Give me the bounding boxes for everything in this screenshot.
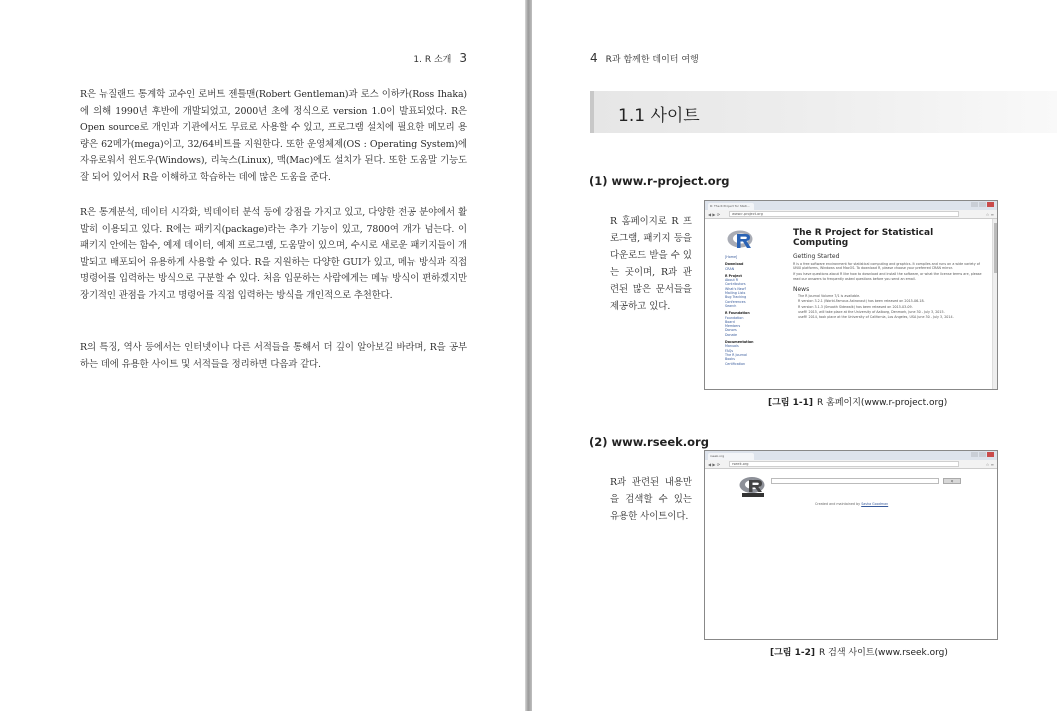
- browser-toolbar: [705, 210, 997, 219]
- page-number: 4: [590, 51, 598, 65]
- left-page: [0, 0, 525, 711]
- sidebar-item: Donate: [725, 332, 737, 337]
- toolbar-icons: ☆ ≡: [985, 462, 994, 467]
- sidebar-group-r-foundation: R Foundation: [725, 311, 750, 316]
- section-title: 1.1 사이트: [618, 106, 700, 126]
- paragraph-3: R의 특징, 역사 등에서는 인터넷이나 다른 서적들을 통해서 더 깊이 알아보길 바라며, R을 공부하는 데에 유용한 사이트 및 서적들을 정리하면 다음과 같다.: [80, 342, 467, 370]
- running-header-left: [413, 51, 467, 65]
- getting-started-text-2: If you have questions about R like how to download and install the software, or what the license terms are, please read our answers to frequently asked questions before you send an email.: [793, 272, 982, 281]
- browser-tab-strip: [705, 451, 997, 460]
- sidebar-item: Board: [725, 319, 735, 324]
- rseek-search-input: [771, 478, 939, 484]
- browser-tab-strip: [705, 201, 997, 210]
- getting-started-heading: Getting Started: [793, 253, 840, 260]
- sidebar-item: Foundation: [725, 315, 744, 320]
- figure-label: [그림 1-2]: [770, 648, 816, 658]
- sidebar-item: About R: [725, 278, 739, 283]
- subsection-heading-rseek: (2) www.rseek.org: [589, 435, 709, 449]
- rseek-logo-icon: [739, 475, 767, 497]
- paragraph-1: R은 뉴질랜드 통계학 교수인 로버트 젠틀맨(Robert Gentleman)과 로스 이하카(Ross Ihaka)에 의해 1990년 후반에 개발되었고, 2000년 초에 정식으로 version 1.0이 발표되었다. R은 Open source로 개인과 기관에서도 무료로 사용할 수 있고, 프로그램 설치에 필요한 메모리 용량은 62메가(mega)이고, 32/64비트를 지원한다. 또한 운영체제(OS : Operating System)에 자유로워서 윈도우(Windows), 리눅스(Linux), 맥(Mac)에도 설치가 된다. 또한 도움말 기능도 잘 되어 있어서 R을 이해하고 학습하는 데에 많은 도움을 준다.: [80, 89, 467, 183]
- browser-tab: rseek.org: [708, 453, 754, 460]
- scrollbar: [992, 219, 997, 390]
- credit-link: Sasha Goodman: [861, 502, 889, 506]
- r-project-title: The R Project for Statistical Computing: [793, 228, 934, 248]
- r-project-page-body: [705, 219, 997, 390]
- sidebar-group-r-project: R Project: [725, 273, 742, 278]
- news-item: The R Journal Volume 7/1 is available.: [798, 293, 861, 298]
- nav-arrows-icon: ◀ ▶ ⟳: [708, 212, 721, 217]
- nav-arrows-icon: ◀ ▶ ⟳: [708, 462, 721, 467]
- browser-tab: R: The R Project for Stati...: [708, 203, 754, 210]
- sidebar-item: Conferences: [725, 299, 746, 304]
- sidebar-item-home: [Home]: [725, 255, 738, 259]
- sidebar-item: Certification: [725, 361, 746, 366]
- credit-prefix: Created and maintained by: [815, 502, 861, 506]
- screenshot-r-project: [704, 200, 998, 390]
- figure-label: [그림 1-1]: [768, 398, 814, 408]
- getting-started-text-1: R is a free software environment for statistical computing and graphics. It compiles and runs on a wide variety of UNIX platforms, Windows and MacOS. To download R, please choose your preferred CRAN mirror.: [793, 262, 980, 271]
- book-gutter: [525, 0, 532, 711]
- news-heading: News: [793, 285, 810, 293]
- figure-caption-text: R 홈페이지(www.r-project.org): [817, 398, 948, 408]
- right-page: [532, 0, 1057, 711]
- news-item: useR! 2014, took place at the University of California, Los Angeles, USA June 30 - July 3, 2014.: [798, 315, 954, 320]
- sidebar-item: Mailing Lists: [725, 291, 746, 296]
- sidebar-item: Manuals: [725, 344, 739, 349]
- sidebar-item: Bug Tracking: [725, 295, 747, 300]
- rseek-credit: [815, 502, 888, 506]
- page-number: 3: [459, 51, 467, 65]
- sidebar-item: Contributors: [725, 282, 746, 287]
- paragraph-2: R은 통계분석, 데이터 시각화, 빅데이터 분석 등에 강점을 가지고 있고, 다양한 전공 분야에서 활발히 이용되고 있다. R에는 패키지(package)라는 추가 기능이 있고, 7800여 개가 넘는다. 이 패키지 안에는 함수, 예제 데이터, 예제 프로그램, 도움말이 있으며, 수시로 새로운 패키지들이 개발되고 배포되어 유용하게 사용할 수 있다. R을 지원하는 다양한 GUI가 있고, 메뉴 방식과 직접 명령어를 입력하는 방식으로 구분할 수 있다. 처음 입문하는 사람에게는 메뉴 방식이 편하겠지만 장기적인 관점을 가지고 명령어를 직접 입력하는 방식을 개인적으로 추천한다.: [80, 207, 467, 301]
- window-buttons: [971, 452, 994, 457]
- browser-toolbar: [705, 460, 997, 469]
- book-title: R과 함께한 데이터 여행: [605, 55, 699, 65]
- news-item: useR! 2015, will take place at the University of Aalborg, Denmark, June 30 - July 3, 2015.: [798, 310, 945, 315]
- rseek-search-button: Q: [943, 478, 961, 484]
- subsection-description-r-project: R 홈페이지로 R 프로그램, 패키지 등을 다운로드 받을 수 있는 곳이며, R과 관련된 많은 문서들을 제공하고 있다.: [610, 216, 692, 312]
- section-heading-band: [590, 91, 1057, 133]
- sidebar-item: Donors: [725, 328, 737, 333]
- sidebar-item: What's New?: [725, 286, 747, 291]
- news-item: R version 3.1.3 (Smooth Sidewalk) has been released on 2015-03-09.: [798, 304, 913, 309]
- sidebar-item: The R Journal: [725, 352, 747, 357]
- window-buttons: [971, 202, 994, 207]
- address-bar: rseek.org: [729, 461, 959, 467]
- screenshot-rseek: [704, 450, 998, 640]
- sidebar-item: Search: [725, 303, 737, 308]
- rseek-page-body: [705, 469, 997, 640]
- figure-caption-1: [768, 395, 947, 408]
- r-logo-icon: [727, 228, 755, 250]
- sidebar-group-documentation: Documentation: [725, 340, 754, 345]
- toolbar-icons: ☆ ≡: [985, 212, 994, 217]
- sidebar-item: FAQs: [725, 348, 734, 353]
- sidebar-item: Members: [725, 324, 741, 329]
- sidebar-item-cran: CRAN: [725, 266, 735, 271]
- sidebar-group-download: Download: [725, 262, 744, 267]
- r-project-sidebar: [725, 255, 757, 366]
- r-project-main: [793, 229, 983, 320]
- figure-caption-text: R 검색 사이트(www.rseek.org): [819, 648, 948, 658]
- running-header-right: [590, 51, 699, 65]
- news-item: R version 3.2.1 (World-Famous Astronaut) has been released on 2015-06-18.: [798, 299, 925, 304]
- address-bar: www.r-project.org: [729, 211, 959, 217]
- subsection-heading-r-project: (1) www.r-project.org: [589, 174, 730, 188]
- subsection-description-rseek: R과 관련된 내용만을 검색할 수 있는 유용한 사이트이다.: [610, 477, 692, 522]
- figure-caption-2: [770, 645, 948, 658]
- sidebar-item: Books: [725, 357, 735, 362]
- chapter-title: 1. R 소개: [413, 55, 452, 65]
